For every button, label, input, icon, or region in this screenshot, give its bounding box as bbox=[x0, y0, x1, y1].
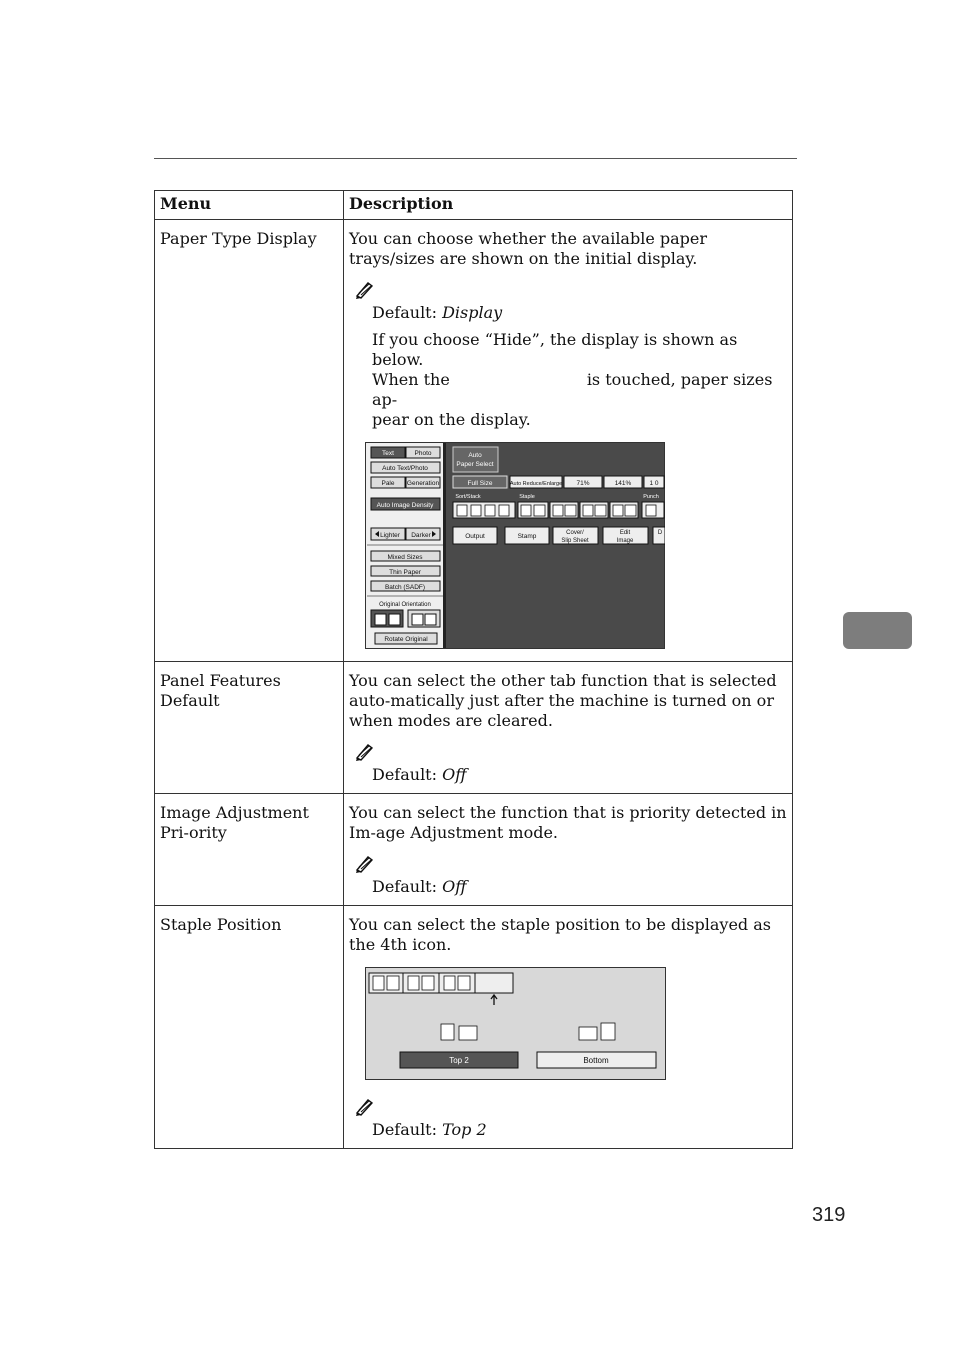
hide-note-line1: If you choose “Hide”, the display is shown as below. bbox=[372, 330, 738, 369]
svg-text:Thin Paper: Thin Paper bbox=[389, 569, 421, 576]
bottom-button: Bottom bbox=[583, 1056, 609, 1065]
svg-text:Auto Reduce/Enlarge: Auto Reduce/Enlarge bbox=[509, 481, 563, 487]
svg-text:Batch (SADF): Batch (SADF) bbox=[384, 584, 426, 591]
description-cell bbox=[344, 906, 793, 1149]
table-row bbox=[155, 220, 793, 662]
svg-text:Slip Sheet: Slip Sheet bbox=[561, 538, 589, 544]
description-cell bbox=[344, 794, 793, 906]
svg-text:Paper Select: Paper Select bbox=[456, 461, 494, 468]
text-mode-button: Text bbox=[382, 450, 394, 457]
hide-note-line3: pear on the display. bbox=[372, 410, 531, 429]
svg-text:Cover/: Cover/ bbox=[566, 530, 584, 536]
svg-text:Staple: Staple bbox=[519, 494, 535, 500]
pencil-icon bbox=[354, 855, 374, 873]
menu-cell: Image Adjustment Pri-ority bbox=[155, 794, 344, 906]
settings-table bbox=[154, 190, 793, 1149]
table-row bbox=[155, 662, 793, 794]
svg-text:Darker: Darker bbox=[411, 532, 431, 539]
description-text: You can select the function that is priority detected in Im-age Adjustment mode. bbox=[349, 803, 787, 842]
svg-text:Auto Text/Photo: Auto Text/Photo bbox=[382, 465, 428, 472]
svg-text:Photo: Photo bbox=[414, 450, 432, 457]
table-header bbox=[155, 191, 793, 220]
pencil-icon bbox=[354, 1098, 374, 1116]
svg-text:Stamp: Stamp bbox=[517, 533, 537, 540]
chapter-tab bbox=[843, 612, 912, 649]
description-cell bbox=[344, 662, 793, 794]
svg-text:Punch: Punch bbox=[643, 494, 659, 500]
svg-text:Sort/Stack: Sort/Stack bbox=[455, 494, 481, 500]
header-rule bbox=[154, 158, 797, 159]
default-line: Default: Off bbox=[372, 765, 467, 784]
svg-text:Full Size: Full Size bbox=[467, 480, 493, 487]
svg-text:Rotate Original: Rotate Original bbox=[384, 636, 428, 643]
svg-text:Pale: Pale bbox=[381, 480, 395, 487]
svg-text:Edit: Edit bbox=[619, 530, 631, 536]
svg-text:Output: Output bbox=[465, 533, 485, 540]
svg-text:Mixed Sizes: Mixed Sizes bbox=[387, 554, 423, 561]
pencil-icon bbox=[354, 281, 374, 299]
menu-cell: Panel Features Default bbox=[155, 662, 344, 794]
menu-header: Menu bbox=[155, 191, 344, 220]
description-cell bbox=[344, 220, 793, 662]
table-row bbox=[155, 794, 793, 906]
svg-text:Lighter: Lighter bbox=[380, 532, 400, 539]
menu-cell: Staple Position bbox=[155, 906, 344, 1149]
svg-text:Auto Image Density: Auto Image Density bbox=[376, 502, 434, 509]
pencil-icon bbox=[354, 743, 374, 761]
copier-initial-display-screenshot bbox=[365, 442, 665, 649]
description-text: You can select the staple position to be displayed as the 4th icon. bbox=[349, 915, 771, 954]
page-number: 319 bbox=[812, 1204, 846, 1226]
svg-text:Generation: Generation bbox=[406, 480, 440, 487]
svg-text:Image: Image bbox=[616, 538, 634, 544]
menu-cell: Paper Type Display bbox=[155, 220, 344, 662]
description-text: You can select the other tab function that is selected auto-matically just after the machine is turned on or when modes are cleared. bbox=[349, 671, 777, 730]
svg-text:141%: 141% bbox=[614, 480, 632, 487]
svg-text:Original Orientation: Original Orientation bbox=[379, 602, 431, 608]
svg-text:1 0: 1 0 bbox=[649, 480, 659, 487]
svg-text:71%: 71% bbox=[576, 480, 590, 487]
description-header: Description bbox=[344, 191, 793, 220]
description-text: You can choose whether the available paper trays/sizes are shown on the initial display. bbox=[349, 229, 708, 268]
top2-button: Top 2 bbox=[449, 1056, 469, 1065]
default-line: Default: Display bbox=[372, 303, 503, 322]
table-row bbox=[155, 906, 793, 1149]
default-line: Default: Off bbox=[372, 877, 467, 896]
svg-text:Auto: Auto bbox=[468, 452, 482, 459]
staple-position-screenshot bbox=[365, 967, 666, 1080]
default-line: Default: Top 2 bbox=[372, 1120, 487, 1139]
svg-text:D: D bbox=[657, 530, 663, 536]
hide-note-line2: When the is touched, paper sizes ap- bbox=[372, 370, 773, 409]
